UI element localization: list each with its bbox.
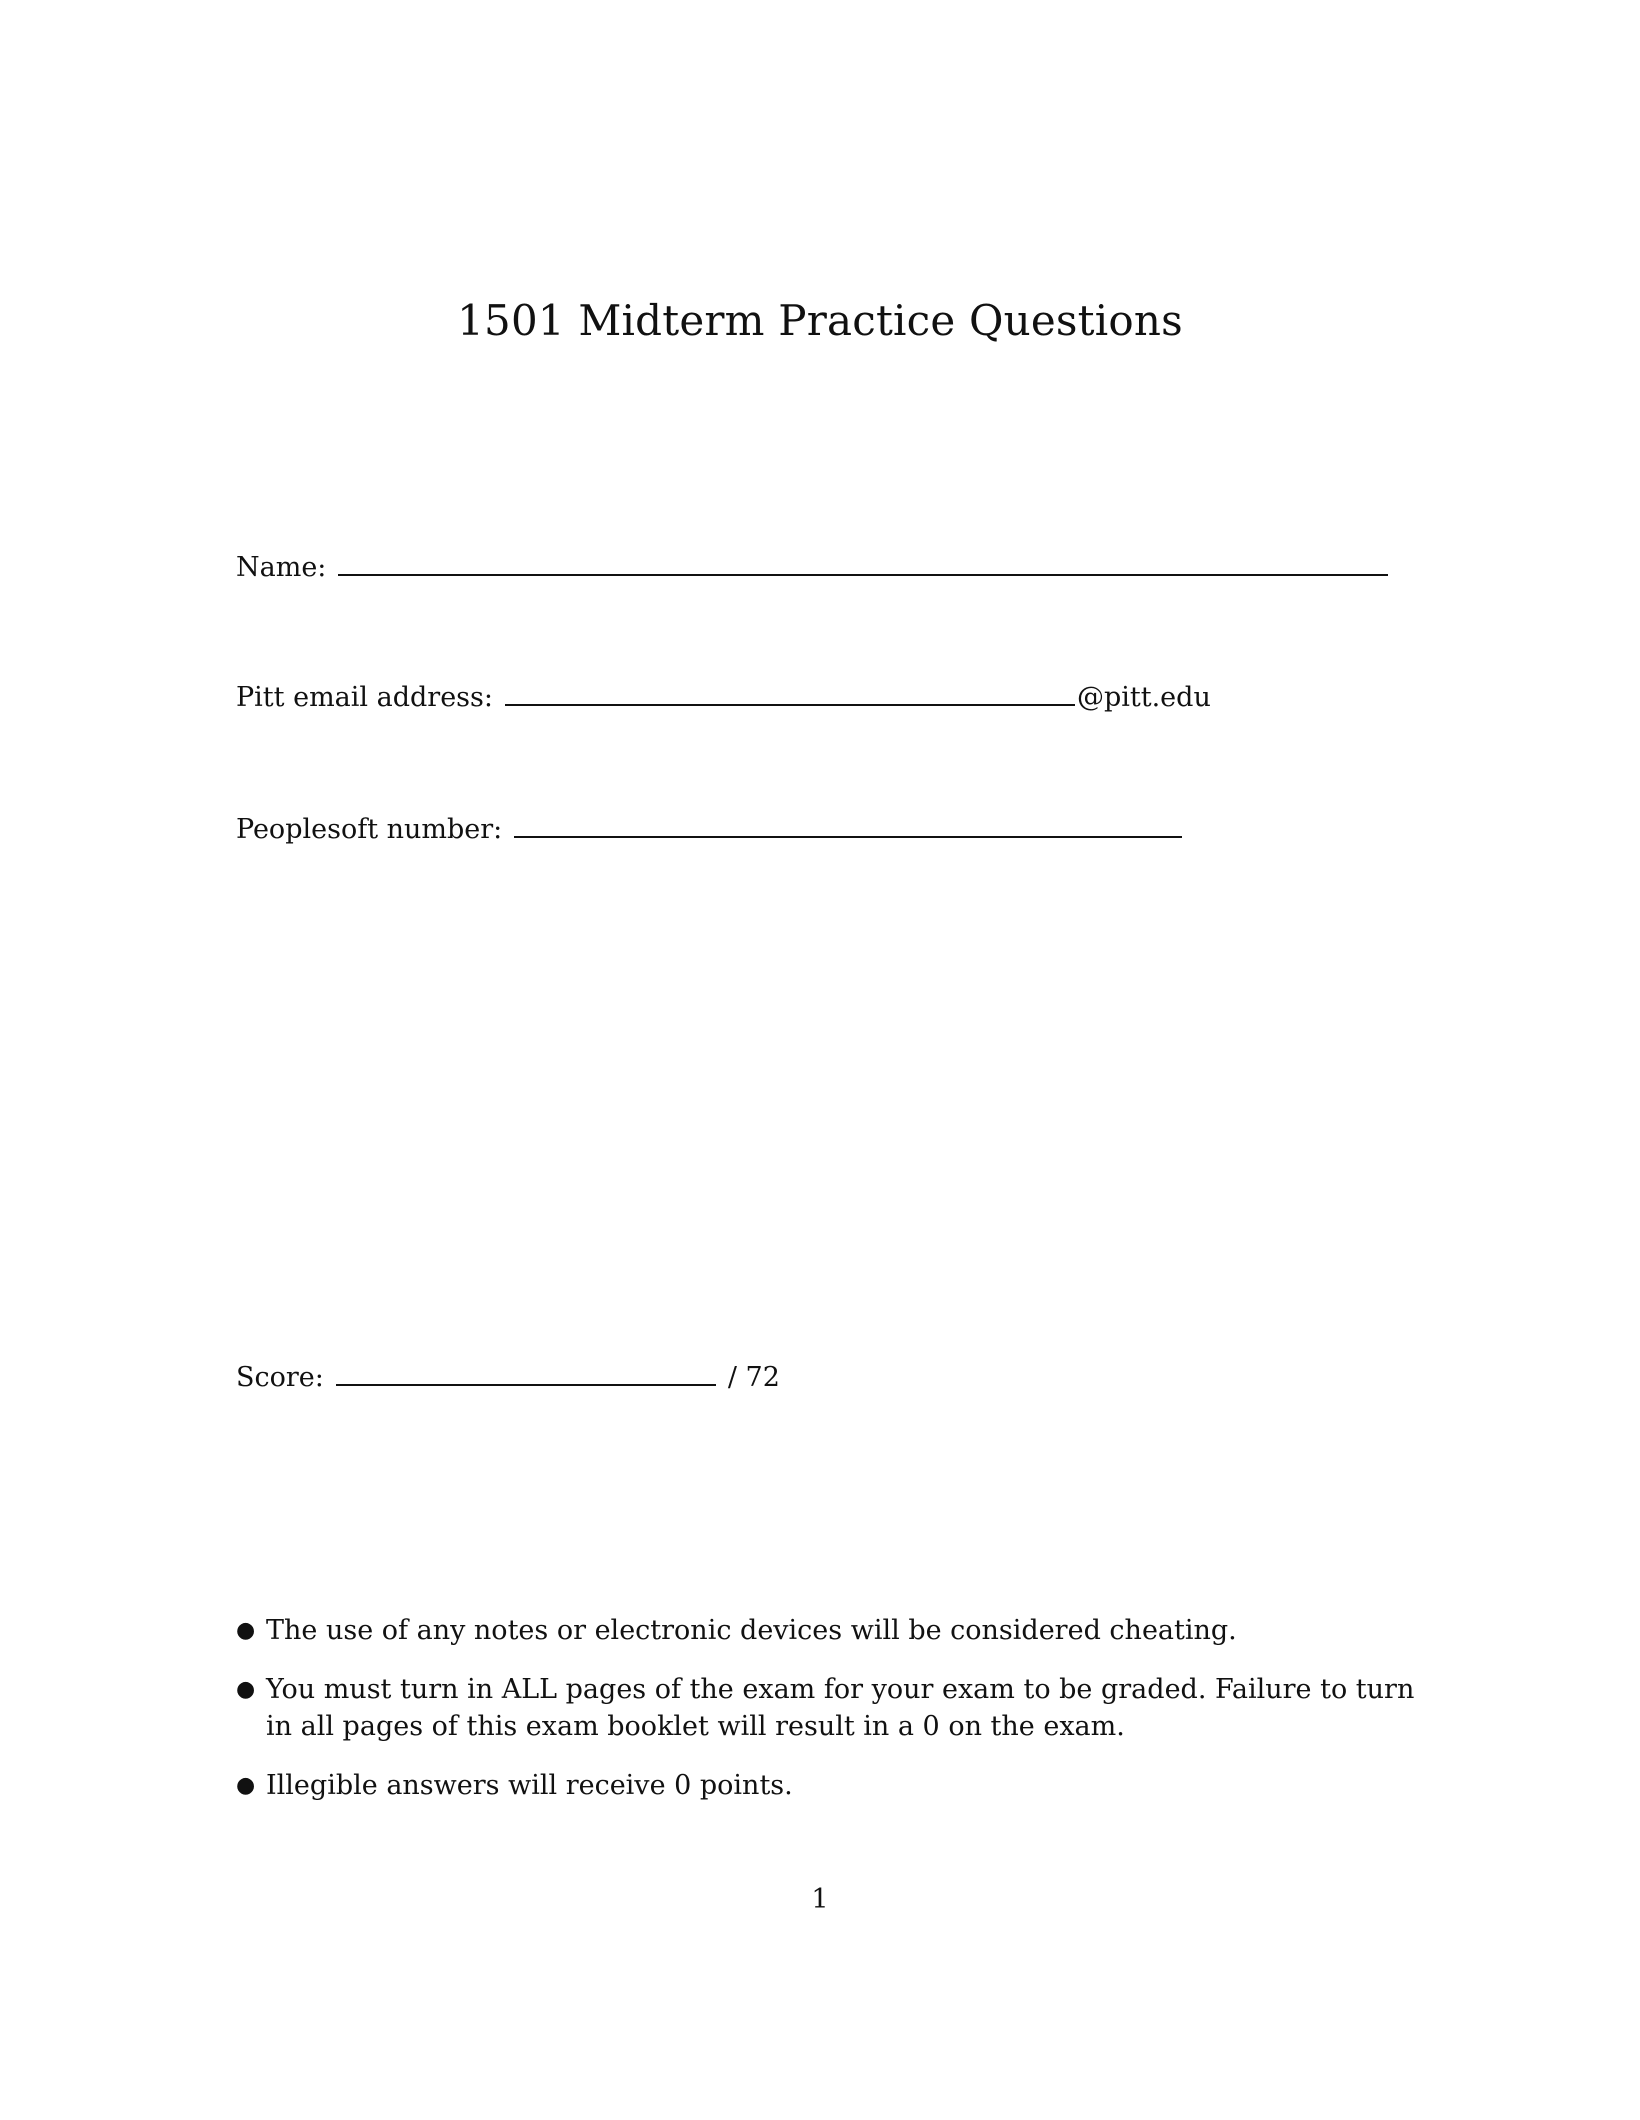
bullet-icon: ●	[236, 1618, 256, 1643]
score-label: Score:	[236, 1362, 324, 1393]
peoplesoft-label: Peoplesoft number:	[236, 814, 503, 845]
email-blank-line	[505, 680, 1075, 706]
peoplesoft-blank-line	[514, 812, 1182, 838]
rule-item	[236, 1671, 1446, 1745]
score-blank-line	[336, 1360, 716, 1386]
rule-text: You must turn in ALL pages of the exam for your exam to be graded. Failure to turn in all pages of this exam booklet will result in a 0 on the exam.	[266, 1674, 1415, 1742]
exam-rules-list	[236, 1612, 1446, 1826]
page-number: 1	[811, 1884, 829, 1915]
email-field	[236, 680, 1211, 713]
rule-item	[236, 1767, 1446, 1804]
name-label: Name:	[236, 552, 327, 583]
name-field	[236, 550, 1388, 583]
peoplesoft-field	[236, 812, 1182, 845]
bullet-icon: ●	[236, 1677, 256, 1702]
email-label: Pitt email address:	[236, 682, 493, 713]
page-title: 1501 Midterm Practice Questions	[457, 296, 1183, 345]
email-domain-suffix: @pitt.edu	[1076, 682, 1211, 713]
score-field	[236, 1360, 780, 1393]
score-total: / 72	[727, 1362, 780, 1393]
rule-text: The use of any notes or electronic devices will be considered cheating.	[266, 1615, 1237, 1646]
rule-text: Illegible answers will receive 0 points.	[266, 1770, 793, 1801]
name-blank-line	[338, 550, 1388, 576]
bullet-icon: ●	[236, 1773, 256, 1798]
rule-item	[236, 1612, 1446, 1649]
